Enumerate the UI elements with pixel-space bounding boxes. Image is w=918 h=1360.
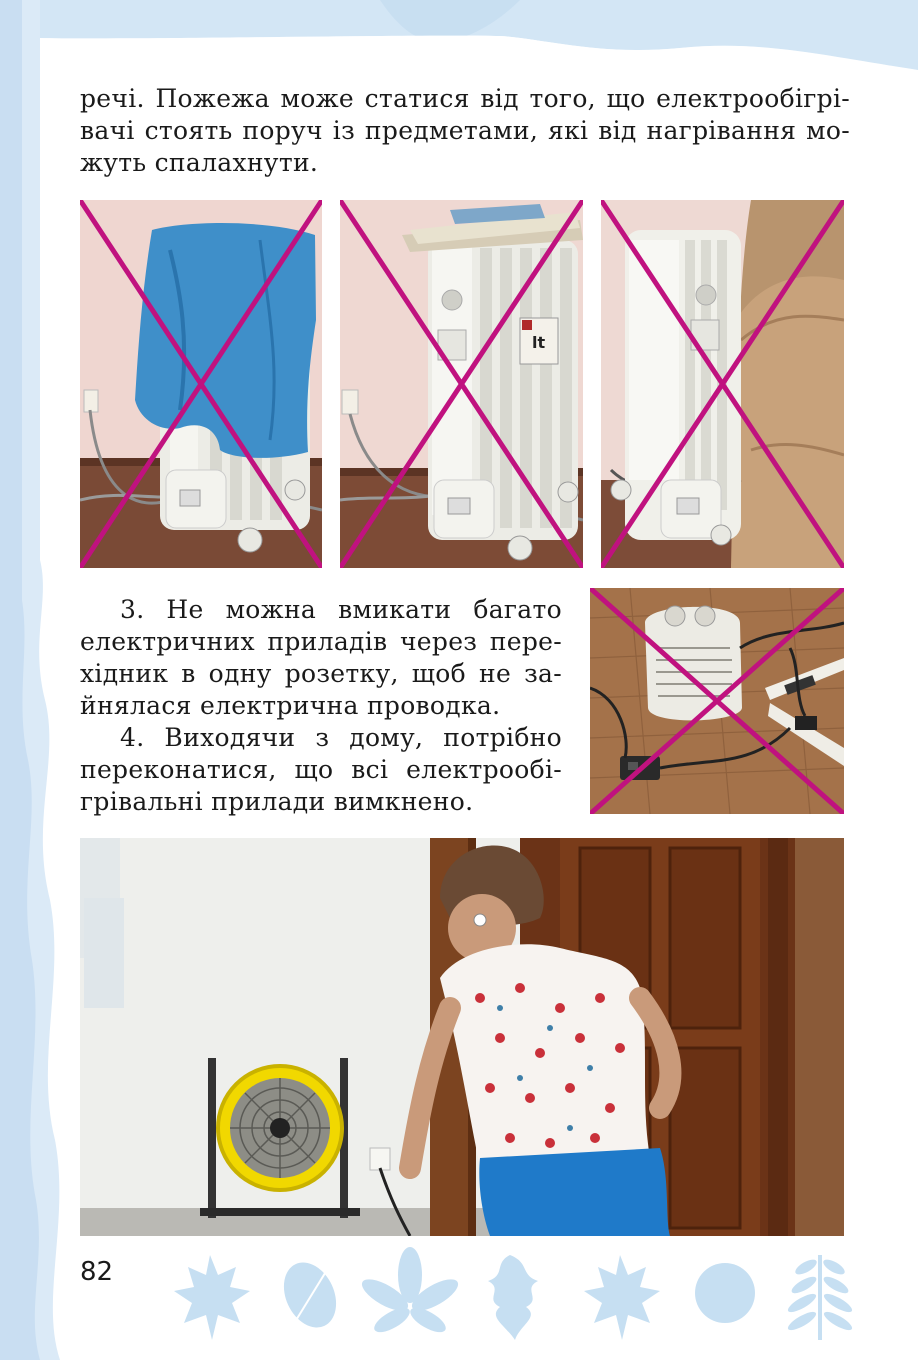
text-line: йнялася електрична проводка. (80, 691, 501, 720)
text-line: жуть спалахнути. (80, 148, 319, 177)
oak-leaf-icon (488, 1255, 538, 1340)
rules-paragraph (80, 594, 562, 818)
maple-leaf-icon (584, 1255, 660, 1340)
text-line: 3. Не можна вмикати багато (120, 595, 562, 624)
text-line: хідник в одну розетку, щоб не за- (80, 659, 562, 688)
fern-leaf-icon (786, 1255, 855, 1340)
photo-fan-heater-power-strip (590, 588, 844, 814)
newspaper-text: lt (532, 333, 546, 352)
chestnut-leaf-icon (357, 1247, 462, 1337)
text-line: 4. Виходячи з дому, потрібно (120, 723, 562, 752)
text-line: вачі стоять поруч із предметами, які від нагрівання мо- (80, 116, 850, 145)
photo-heater-with-papers (340, 200, 583, 568)
leaf-decoration-row (170, 1245, 870, 1345)
intro-paragraph (80, 83, 850, 179)
photo-heater-with-towel (80, 200, 322, 568)
round-leaf-icon (695, 1263, 755, 1323)
page-number: 82 (80, 1257, 114, 1287)
photo-woman-unplugging-fan (80, 838, 844, 1236)
photo-heater-near-sofa (601, 200, 844, 568)
text-line: переконатися, що всі електрообі- (80, 755, 562, 784)
text-line: грівальні прилади вимкнено. (80, 787, 474, 816)
text-line: речі. Пожежа може статися від того, що електрообігрі- (80, 84, 850, 113)
page-left-wave (0, 0, 80, 1360)
oval-leaf-icon (274, 1254, 346, 1336)
text-line: електричних приладів через пере- (80, 627, 562, 656)
maple-leaf-icon (174, 1255, 250, 1340)
